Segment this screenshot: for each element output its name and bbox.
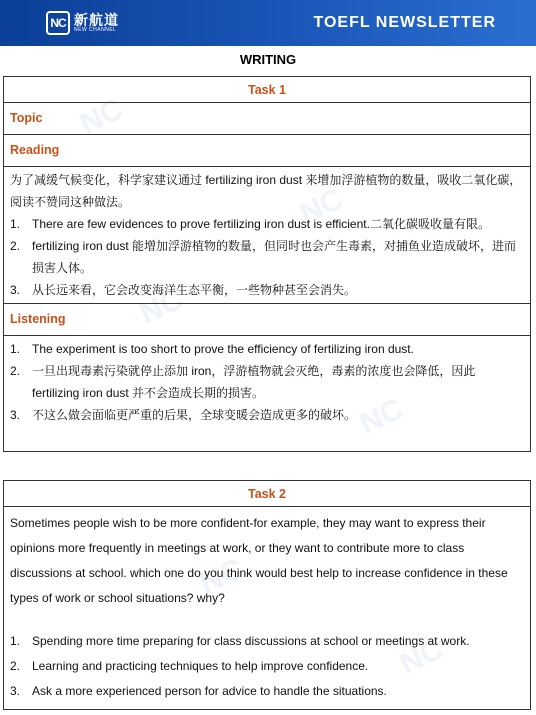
list-item [10,679,524,704]
list-item [10,360,524,404]
item-text: Ask a more experienced person for advice to handle the situations. [32,684,387,698]
item-text: Spending more time preparing for class discussions at school or meetings at work. [32,634,470,648]
list-item [10,629,524,654]
listening-content [4,336,530,428]
reading-intro: 为了减缓气候变化，科学家建议通过 fertilizing iron dust 来增加浮游植物的数量，吸收二氧化碳，阅读不赞同这种做法。 [10,173,522,209]
item-number: 2. [10,659,21,673]
section-title: WRITING [239,52,297,67]
spacer [4,611,530,629]
watermark-icon: NC [354,392,409,441]
item-number: 3. [10,684,21,698]
task2-options [4,629,530,704]
task2-content [4,507,530,704]
brand-logo [46,10,119,36]
listening-label: Listening [4,304,530,336]
watermark-icon: NC [394,632,449,681]
item-number: 1. [10,634,21,648]
watermark-icon: NC [194,552,249,601]
item-number: 3. [10,283,21,297]
logo-en: NEW CHANNEL [74,27,117,33]
list-item [10,404,524,426]
watermark-icon: NC [294,182,349,231]
item-text: 不这么做会面临更严重的后果，全球变暖会造成更多的破坏。 [32,408,357,422]
list-item [10,654,524,679]
list-item [10,279,524,301]
item-text: Learning and practicing techniques to help improve confidence. [32,659,369,673]
item-text: 从长远来看，它会改变海洋生态平衡，一些物种甚至会消失。 [32,283,357,297]
list-item [10,235,524,279]
item-text: The experiment is too short to prove the efficiency of fertilizing iron dust. [32,342,414,356]
item-text: fertilizing iron dust 能增加浮游植物的数量，但同时也会产生毒素，对捕鱼业造成破坏，进而损害人体。 [32,239,517,275]
task1-heading: Task 1 [4,77,530,103]
newsletter-title: TOEFL NEWSLETTER [313,14,496,31]
logo-cn: 新航道 [74,12,119,28]
list-item [10,338,524,360]
list-item [10,213,524,235]
task2-heading: Task 2 [4,481,530,507]
item-number: 1. [10,217,21,231]
header-banner [0,0,536,46]
item-text: 一旦出现毒素污染就停止添加 iron，浮游植物就会灭绝，毒素的浓度也会降低，因此 fertilizing iron dust 并不会造成长期的损害。 [32,364,476,400]
logo-text [74,13,119,33]
reading-content [4,167,530,304]
item-number: 1. [10,342,21,356]
topic-label: Topic [4,103,530,135]
item-text: There are few evidences to prove fertilizing iron dust is efficient.二氧化碳吸收量有限。 [32,217,490,231]
task2-prompt: Sometimes people wish to be more confident-for example, they may want to express their opinions more frequently in meetings at work, or they want to contribute more to class discussions at school. which one do you think would best help to increase confidence in these types of work or school situations? why? [10,516,508,605]
task1-box [3,76,531,452]
item-number: 2. [10,364,21,378]
logo-badge-icon: NC [46,11,70,35]
item-number: 2. [10,239,21,253]
watermark-icon: NC [74,92,129,141]
task2-box [3,480,531,710]
item-number: 3. [10,408,21,422]
watermark-icon: NC [134,282,189,331]
reading-label: Reading [4,135,530,167]
